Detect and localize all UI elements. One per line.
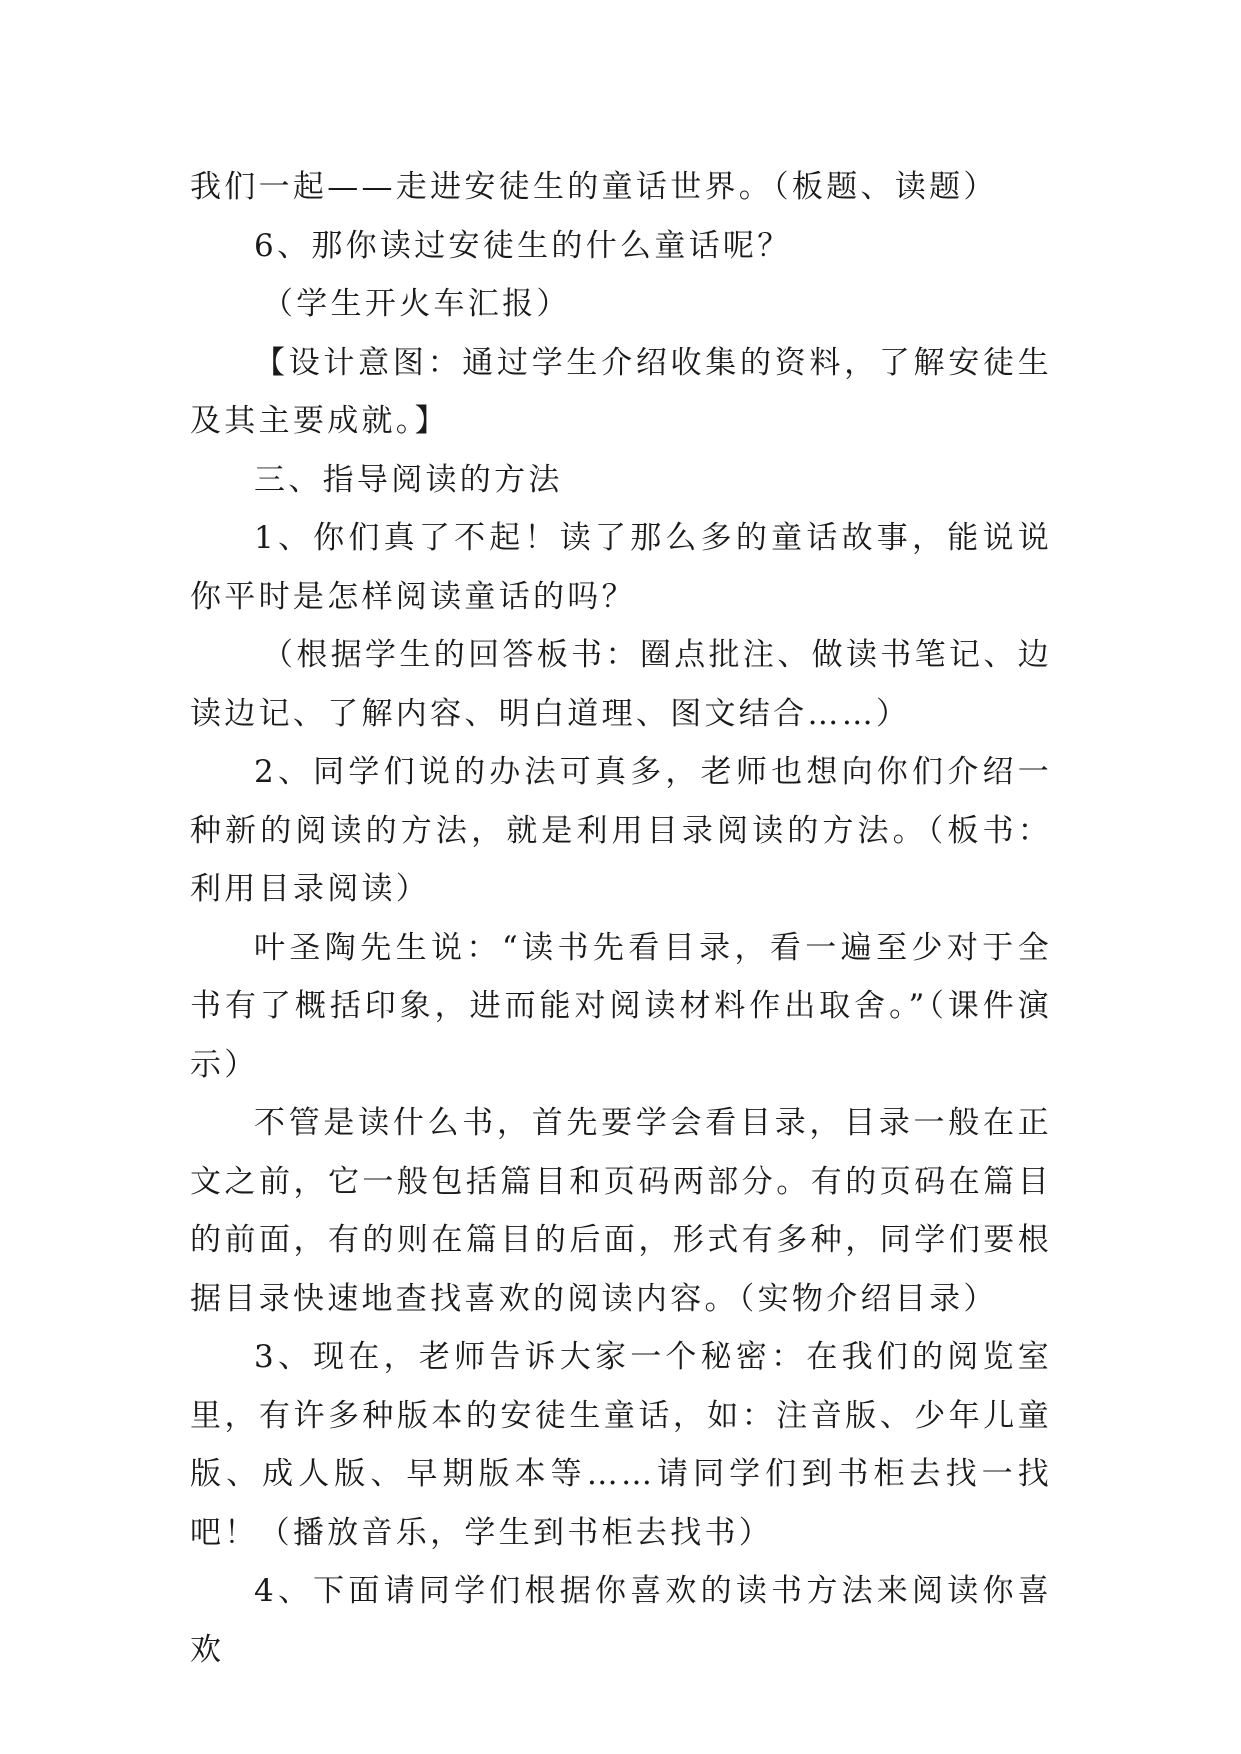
paragraph: 4、下面请同学们根据你喜欢的读书方法来阅读你喜欢 [190,1573,1052,1668]
paragraph: 1、你们真了不起！读了那么多的童话故事，能说说你平时是怎样阅读童话的吗？ [190,520,1052,615]
paragraph: 6、那你读过安徒生的什么童话呢？ [254,227,792,264]
design-intent-paragraph: 【设计意图：通过学生介绍收集的资料，了解安徒生及其主要成就。】 [190,344,1052,439]
paragraph: 我们一起——走进安徒生的童话世界。（板题、读题） [190,169,998,205]
document-body [190,158,1052,1679]
paragraph: 2、同学们说的办法可真多，老师也想向你们介绍一种新的阅读的方法，就是利用目录阅读的方法。（板书：利用目录阅读） [190,754,1052,907]
quote-paragraph: 叶圣陶先生说：“读书先看目录，看一遍至少对于全书有了概括印象，进而能对阅读材料作出取舍。”（课件演示） [190,929,1052,1083]
paragraph: 3、现在，老师告诉大家一个秘密：在我们的阅览室里，有许多种版本的安徒生童话，如：注音版、少年儿童版、成人版、早期版本等……请同学们到书柜去找一找吧！（播放音乐，学生到书柜去找书） [190,1339,1052,1551]
paragraph: （根据学生的回答板书：圈点批注、做读书笔记、边读边记、了解内容、明白道理、图文结合……） [190,637,1052,732]
paragraph: 不管是读什么书，首先要学会看目录，目录一般在正文之前，它一般包括篇目和页码两部分。有的页码在篇目的前面，有的则在篇目的后面，形式有多种，同学们要根据目录快速地查找喜欢的阅读内容。（实物介绍目录） [190,1105,1052,1317]
paragraph: （学生开火车汇报） [262,286,571,322]
section-heading: 三、指导阅读的方法 [254,461,563,498]
